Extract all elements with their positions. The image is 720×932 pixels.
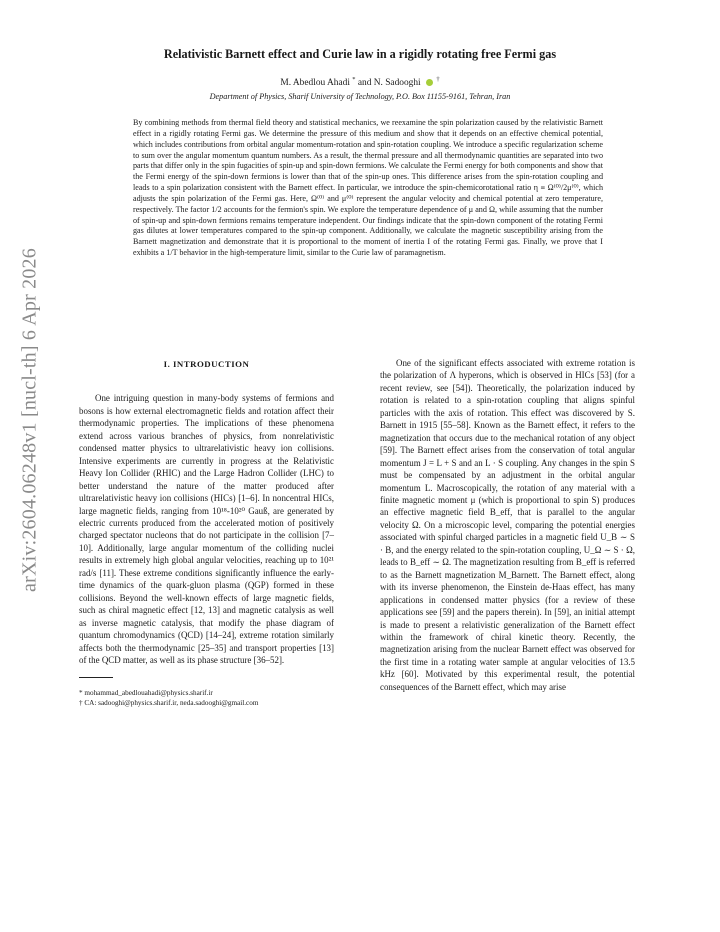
footnote: * mohammad_abedlouahadi@physics.sharif.ir <box>79 689 213 698</box>
abstract: By combining methods from thermal field theory and statistical mechanics, we reexamine the spin polarization caused by the relativistic Barnett effect in a rigidly rotating Fermi gas. We determine the pressure of this medium and show that it depends on an effective chemical potential, which includes contributions from orbital angular momentum-rotation and spin-rotation coupling. We introduce a specific regularization scheme to sum over the angular momentum quantum numbers. As a result, the thermal pressure and all thermodynamic quantities are separated into two parts that differ only in the spin fugacities of spin-up and spin-down fermions. We calculate the Fermi energy for both components and show that the Fermi energy of the spin-down fermions is lower than that of the spin-up ones. This difference arises from the spin-rotation coupling and leads to a spin polarization consistent with the Barnett effect. In particular, we introduce the spin-chemicorotational ratio η ≡ Ω⁽⁰⁾/2μ⁽⁰⁾, which adjusts the spin polarization of the Fermi gas. Here, Ω⁽⁰⁾ and μ⁽⁰⁾ represent the angular velocity and chemical potential at zero temperature, respectively. The factor 1/2 accounts for the fermion's spin. We explore the temperature dependence of μ and Ω, while assuming that the number of spin-up and spin-down fermions remains temperature independent. Our findings indicate that the spin-down component of the rotating Fermi gas dilutes at lower temperatures compared to the spin-up component. Additionally, we calculate the magnetic susceptibility arising from the Barnett magnetization and demonstrate that it is proportional to the moment of inertia I of the rotating Fermi gas. Finally, we prove that I exhibits a 1/T behavior in the high-temperature limit, similar to the Curie law of paramagnetism. <box>133 118 603 258</box>
footnote-divider <box>79 677 113 678</box>
author-name: M. Abedlou Ahadi <box>280 78 350 89</box>
right-column <box>380 357 635 693</box>
body-paragraph: One of the significant effects associated with extreme rotation is the polarization of Λ hyperons, which is observed in HICs [53] (for a recent review, see [54]). Theoretically, the polarization induced by rotation is related to a spin-rotation coupling that aligns spinful particles with the axis of rotation. This effect was discovered by S. Barnett in 1915 [55–58]. Known as the Barnett effect, it refers to the magnetization that occurs due to the mechanical rotation of any object [59]. The Barnett effect arises from the conservation of total angular momentum J = L + S and an L · S coupling. Any changes in the spin S must be compensated by an adjustment in the orbital angular momentum L. Macroscopically, the rotation of any material with a finite magnetic moment μ (which is proportional to spin S) produces an effective magnetic field B_eff, that is parallel to the angular velocity Ω. On a microscopic level, comparing the potential energies associated with spinful charged particles in a magnetic field U_B ∼ S · B, and the energy related to the spin-rotation coupling, U_Ω ∼ S · Ω, leads to B_eff ∼ Ω. The magnetization resulting from B_eff is referred to as the Barnett magnetization M_Barnett. The Barnett effect, along with its inverse phenomenon, the Einstein de-Haas effect, has many applications in condensed matter physics (for a review of these applications see [59] and the papers therein). In [59], an initial attempt is made to present a relativistic generalization of the Barnett effect within the framework of chiral kinetic theory. Recently, the magnetization arising from the nuclear Barnett effect was observed for the first time in a rotating water sample at angular velocities of 13.5 kHz [60]. Motivated by this experimental result, the potential consequences of the Barnett effect, which may arise <box>380 358 635 692</box>
author-name: N. Sadooghi <box>373 78 421 89</box>
affiliation: Department of Physics, Sharif University of Technology, P.O. Box 11155-9161, Tehran, Iran <box>209 92 511 101</box>
footnote: † CA: sadooghi@physics.sharif.ir, neda.sadooghi@gmail.com <box>79 699 259 708</box>
author-line <box>0 76 720 88</box>
orcid-icon[interactable] <box>426 79 433 86</box>
section-heading: I. INTRODUCTION <box>163 359 250 369</box>
left-column <box>79 355 334 709</box>
author-footnote-mark: * <box>352 76 356 83</box>
author-footnote-mark: † <box>436 76 440 83</box>
arxiv-identifier: arXiv:2604.06248v1 [nucl-th] 6 Apr 2026 <box>18 248 41 592</box>
body-paragraph: One intriguing question in many-body systems of fermions and bosons is how external electromagnetic fields and rotation affect their thermodynamic properties. The implications of these phenomena extend across various branches of physics, from nonrelativistic condensed matter physics to ultrarelativistic heavy ion collisions. Intensive experiments are currently in progress at the Relativistic Heavy Ion Collider (RHIC) and the Large Hadron Collider (LHC) to better understand the nature of the matter produced after ultrarelativistic heavy ion collisions (HICs) [1–6]. In noncentral HICs, large magnetic fields, ranging from 10¹⁸-10²⁰ Gauß, are generated by electric currents produced from the accelerated motion of positively charged spectator nucleons that do not participate in the collision [7–10]. Additionally, large angular momentum of the colliding nuclei results in extremely high global angular velocities, reaching up to 10²¹ rad/s [11]. These extreme conditions significantly influence the early-time dynamics of the quark-gluon plasma (QGP) formed in these collisions. Beyond the well-known effects of large magnetic fields, such as chiral magnetic effect [12, 13] and magnetic catalysis as well as inverse magnetic catalysis, that modify the phase diagram of quantum chromodynamics (QCD) [14–24], extreme rotation similarly affects both the thermodynamic [25–35] and transport properties [13] of the QCD matter, as well as its phase structure [36–52]. <box>79 393 334 665</box>
author-separator: and <box>357 78 372 89</box>
paper-title: Relativistic Barnett effect and Curie law in a rigidly rotating free Fermi gas <box>163 47 557 61</box>
